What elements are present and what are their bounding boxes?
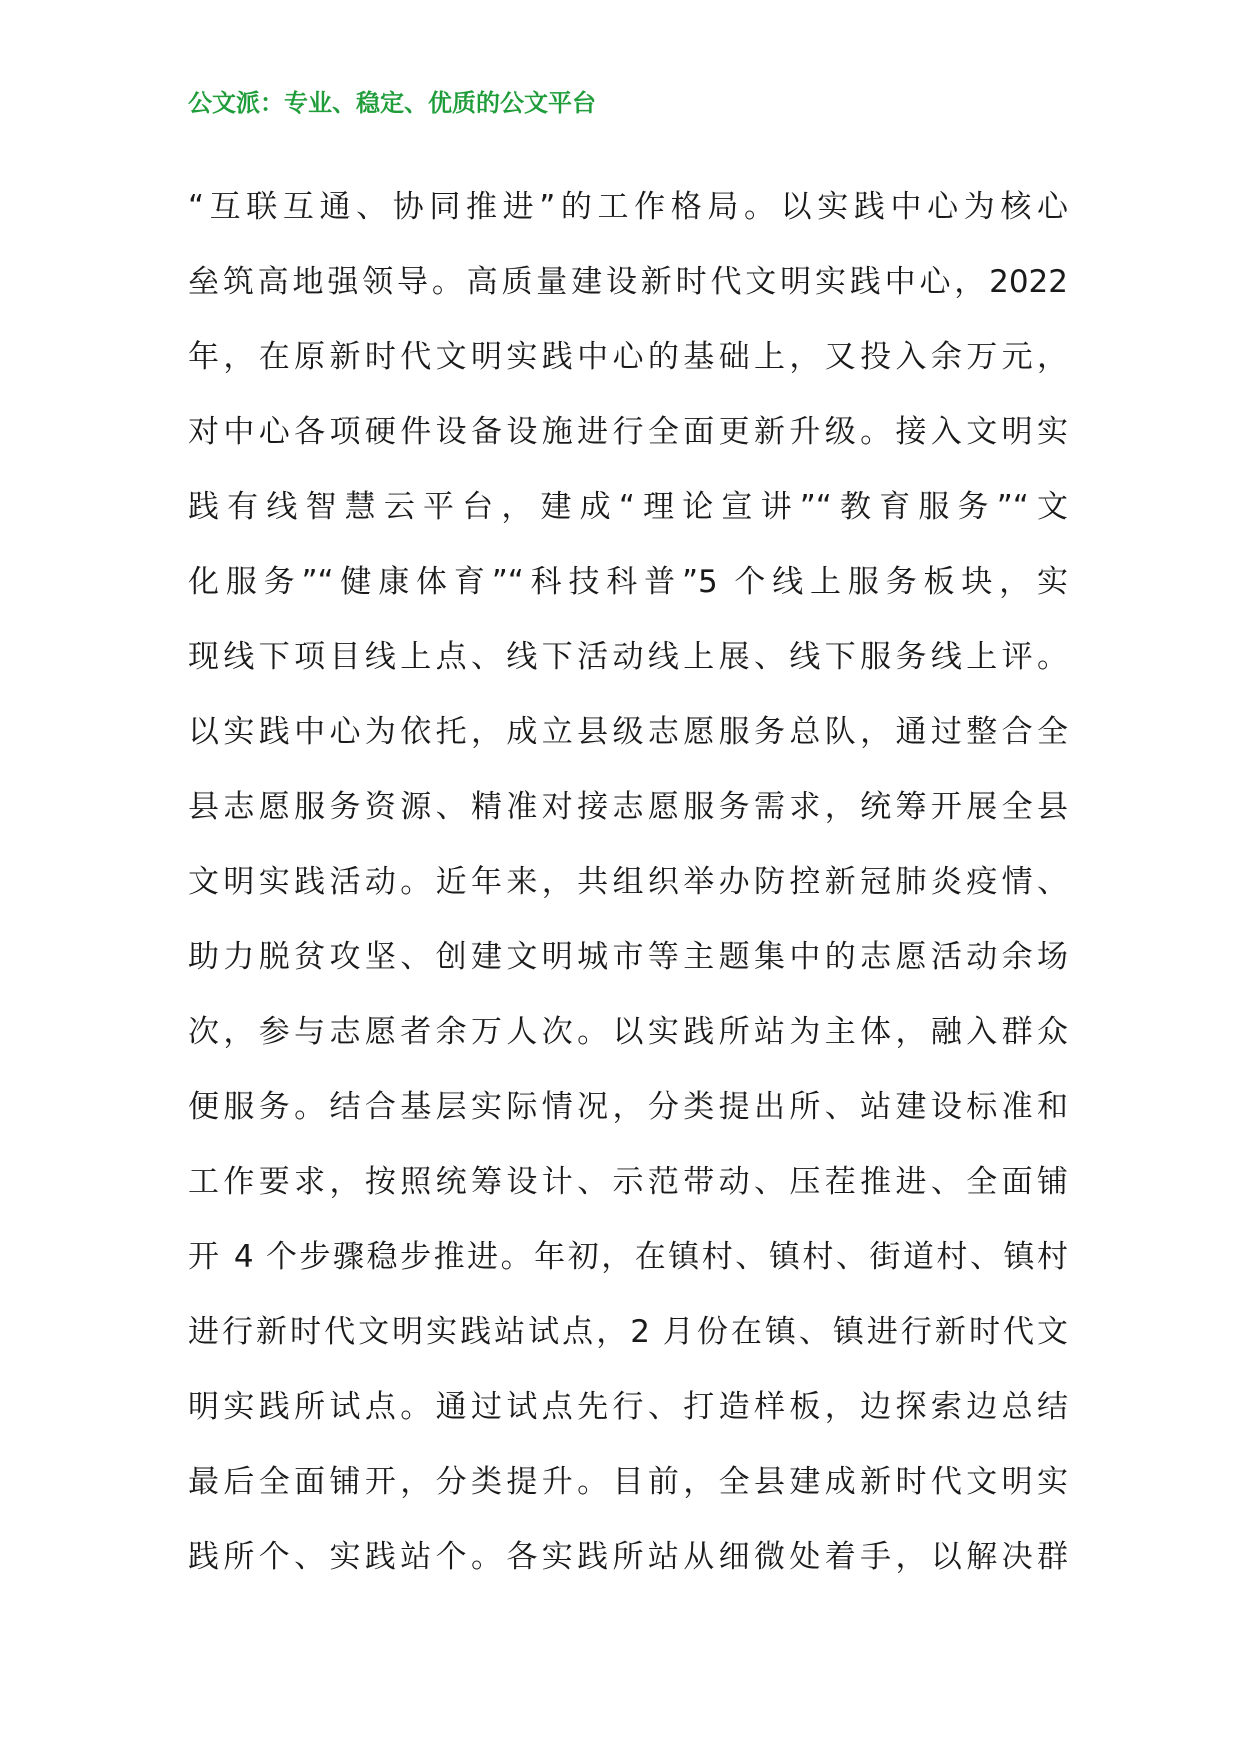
- text-line-2: 垒筑高地强领导。高质量建设新时代文明实践中心，2022: [188, 264, 1068, 300]
- body-text: [188, 170, 1068, 1595]
- header-title: 公文派：专业、稳定、优质的公文平台: [188, 89, 596, 117]
- text-line-1: “互联互通、协同推进”的工作格局。以实践中心为核心: [188, 189, 1068, 225]
- text-line-16: 进行新时代文明实践站试点，2 月份在镇、镇进行新时代文: [188, 1314, 1068, 1350]
- text-line-5: 践有线智慧云平台，建成“理论宣讲”“教育服务”“文: [188, 489, 1068, 525]
- text-line-18: 最后全面铺开，分类提升。目前，全县建成新时代文明实: [188, 1464, 1068, 1500]
- text-line-3: 年，在原新时代文明实践中心的基础上，又投入余万元，: [188, 339, 1068, 375]
- text-line-19: 践所个、实践站个。各实践所站从细微处着手，以解决群: [188, 1539, 1068, 1575]
- text-line-9: 县志愿服务资源、精准对接志愿服务需求，统筹开展全县: [188, 789, 1068, 825]
- text-line-17: 明实践所试点。通过试点先行、打造样板，边探索边总结: [188, 1389, 1068, 1425]
- text-line-13: 便服务。结合基层实际情况，分类提出所、站建设标准和: [188, 1089, 1068, 1125]
- text-line-12: 次，参与志愿者余万人次。以实践所站为主体，融入群众: [188, 1014, 1068, 1050]
- text-line-15: 开 4 个步骤稳步推进。年初，在镇村、镇村、街道村、镇村: [188, 1239, 1068, 1275]
- text-line-8: 以实践中心为依托，成立县级志愿服务总队，通过整合全: [188, 714, 1068, 750]
- text-line-11: 助力脱贫攻坚、创建文明城市等主题集中的志愿活动余场: [188, 939, 1068, 975]
- text-line-4: 对中心各项硬件设备设施进行全面更新升级。接入文明实: [188, 414, 1068, 450]
- text-line-10: 文明实践活动。近年来，共组织举办防控新冠肺炎疫情、: [188, 864, 1068, 900]
- text-line-14: 工作要求，按照统筹设计、示范带动、压茬推进、全面铺: [188, 1164, 1068, 1200]
- text-line-7: 现线下项目线上点、线下活动线上展、线下服务线上评。: [188, 639, 1068, 675]
- text-line-6: 化服务”“健康体育”“科技科普”5 个线上服务板块，实: [188, 564, 1068, 600]
